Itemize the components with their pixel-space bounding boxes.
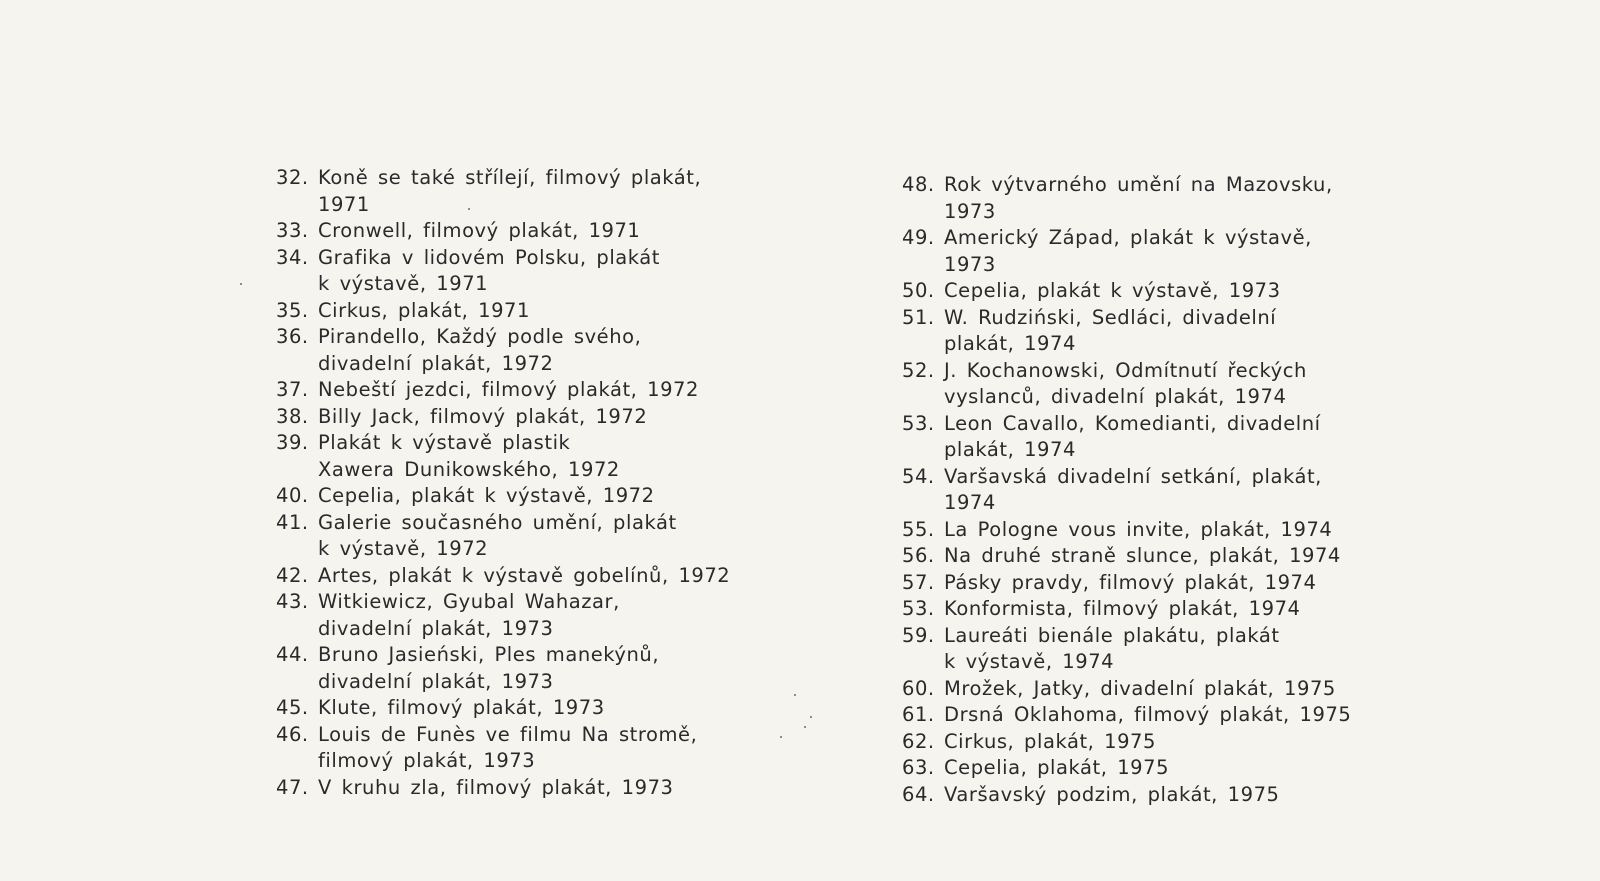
entry-number: 52. <box>902 358 935 382</box>
catalog-entry <box>276 404 746 431</box>
entry-text-line: 1974 <box>944 491 996 514</box>
catalog-entry <box>902 623 1402 676</box>
entry-text-line: Pásky pravdy, filmový plakát, 1974 <box>944 570 1317 594</box>
entry-number: 64. <box>902 782 935 806</box>
entry-text-line: Cepelia, plakát, 1975 <box>944 756 1170 779</box>
left-column-list <box>276 165 746 801</box>
entry-text-line: Pirandello, Každý podle svého, <box>318 325 642 348</box>
entry-number: 44. <box>276 643 309 666</box>
entry-number: 35. <box>276 298 309 322</box>
catalog-entry <box>902 358 1402 411</box>
catalog-entry <box>276 510 746 563</box>
catalog-entry <box>276 695 746 722</box>
catalog-entry <box>276 377 746 404</box>
entry-text-line: Plakát k výstavě plastik <box>318 431 571 454</box>
catalog-entry <box>902 702 1402 729</box>
entry-text-line: Galerie současného umění, plakát <box>318 510 677 534</box>
entry-number: 63. <box>902 756 935 779</box>
catalog-entry <box>276 218 746 245</box>
entry-text-line: Konformista, filmový plakát, 1974 <box>944 597 1301 620</box>
right-column-list <box>902 172 1402 808</box>
entry-text-line: Klute, filmový plakát, 1973 <box>318 696 605 719</box>
entry-text-line: Nebeští jezdci, filmový plakát, 1972 <box>318 378 699 401</box>
entry-number: 48. <box>902 173 935 196</box>
entry-number: 46. <box>276 722 309 746</box>
entry-text-line: vyslanců, divadelní plakát, 1974 <box>944 385 1287 408</box>
entry-number: 50. <box>902 279 935 302</box>
entry-text-line: filmový plakát, 1973 <box>318 749 536 772</box>
entry-number: 32. <box>276 166 309 189</box>
paper-speck <box>804 726 806 728</box>
catalog-entry <box>902 225 1402 278</box>
entry-number: 47. <box>276 775 309 799</box>
entry-number: 53. <box>902 597 935 620</box>
catalog-entry <box>276 563 746 590</box>
entry-text-line: Na druhé straně slunce, plakát, 1974 <box>944 544 1341 567</box>
catalog-entry <box>276 589 746 642</box>
paper-speck <box>794 694 796 696</box>
catalog-entry <box>902 570 1402 597</box>
catalog-entry <box>902 305 1402 358</box>
catalog-entry <box>276 642 746 695</box>
entry-text-line: Drsná Oklahoma, filmový plakát, 1975 <box>944 703 1352 726</box>
catalog-entry <box>902 755 1402 782</box>
entry-text-line: divadelní plakát, 1972 <box>318 351 554 375</box>
entry-text-line: Billy Jack, filmový plakát, 1972 <box>318 404 648 428</box>
entry-text-line: divadelní plakát, 1973 <box>318 669 554 693</box>
entry-text-line: Leon Cavallo, Komedianti, divadelní <box>944 411 1321 435</box>
catalog-entry <box>276 324 746 377</box>
entry-text-line: 1971 <box>318 192 370 216</box>
entry-text-line: Cirkus, plakát, 1971 <box>318 298 530 322</box>
entry-text-line: k výstavě, 1974 <box>944 650 1115 673</box>
paper-speck <box>240 283 242 285</box>
entry-number: 38. <box>276 404 309 428</box>
entry-text-line: k výstavě, 1971 <box>318 272 489 295</box>
entry-number: 39. <box>276 431 309 454</box>
catalog-entry <box>276 483 746 510</box>
entry-text-line: J. Kochanowski, Odmítnutí řeckých <box>944 358 1307 382</box>
entry-text-line: 1973 <box>944 252 996 276</box>
entry-number: 53. <box>902 411 935 435</box>
catalog-entry <box>902 543 1402 570</box>
entry-text-line: Mrožek, Jatky, divadelní plakát, 1975 <box>944 676 1336 700</box>
paper-speck <box>810 716 812 718</box>
entry-number: 42. <box>276 563 309 587</box>
entry-number: 41. <box>276 510 309 534</box>
entry-number: 45. <box>276 696 309 719</box>
catalog-entry <box>902 782 1402 809</box>
entry-text-line: plakát, 1974 <box>944 438 1076 461</box>
entry-number: 55. <box>902 517 935 541</box>
catalog-entry <box>902 464 1402 517</box>
entry-text-line: V kruhu zla, filmový plakát, 1973 <box>318 775 674 799</box>
catalog-entry <box>902 278 1402 305</box>
entry-number: 49. <box>902 226 935 249</box>
entry-text-line: Koně se také střílejí, filmový plakát, <box>318 166 702 189</box>
entry-text-line: Louis de Funès ve filmu Na stromě, <box>318 722 698 746</box>
entry-text-line: La Pologne vous invite, plakát, 1974 <box>944 517 1333 541</box>
entry-text-line: Varšavský podzim, plakát, 1975 <box>944 782 1280 806</box>
entry-text-line: divadelní plakát, 1973 <box>318 616 554 640</box>
entry-number: 40. <box>276 484 309 507</box>
entry-text-line: Cepelia, plakát k výstavě, 1972 <box>318 484 655 507</box>
entry-text-line: Laureáti bienále plakátu, plakát <box>944 623 1280 647</box>
entry-text-line: Cepelia, plakát k výstavě, 1973 <box>944 279 1281 302</box>
paper-speck <box>468 208 470 210</box>
entry-number: 60. <box>902 676 935 700</box>
entry-number: 36. <box>276 325 309 348</box>
catalog-entry <box>902 729 1402 756</box>
entry-text-line: Americký Západ, plakát k výstavě, <box>944 226 1312 249</box>
entry-number: 33. <box>276 219 309 242</box>
entry-text-line: Grafika v lidovém Polsku, plakát <box>318 245 660 269</box>
catalog-entry <box>276 775 746 802</box>
entry-text-line: Artes, plakát k výstavě gobelínů, 1972 <box>318 563 731 587</box>
entry-number: 34. <box>276 245 309 269</box>
entry-number: 56. <box>902 544 935 567</box>
entry-text-line: k výstavě, 1972 <box>318 537 489 560</box>
catalog-entry <box>276 165 746 218</box>
entry-text-line: Varšavská divadelní setkání, plakát, <box>944 464 1322 488</box>
entry-text-line: W. Rudziński, Sedláci, divadelní <box>944 305 1277 329</box>
entry-text-line: Cronwell, filmový plakát, 1971 <box>318 219 641 242</box>
entry-number: 61. <box>902 703 935 726</box>
catalog-entry <box>902 676 1402 703</box>
entry-number: 57. <box>902 570 935 594</box>
entry-text-line: Witkiewicz, Gyubal Wahazar, <box>318 590 620 613</box>
entry-number: 62. <box>902 729 935 753</box>
entry-number: 43. <box>276 590 309 613</box>
entry-text-line: Cirkus, plakát, 1975 <box>944 729 1156 753</box>
entry-number: 51. <box>902 305 935 329</box>
entry-text-line: Bruno Jasieński, Ples manekýnů, <box>318 643 660 666</box>
entry-number: 59. <box>902 623 935 647</box>
entry-text-line: 1973 <box>944 199 996 223</box>
catalog-entry <box>902 596 1402 623</box>
catalog-entry <box>276 298 746 325</box>
entry-number: 54. <box>902 464 935 488</box>
catalog-entry <box>276 245 746 298</box>
catalog-entry <box>902 517 1402 544</box>
entry-text-line: Xawera Dunikowského, 1972 <box>318 457 620 481</box>
catalog-entry <box>902 172 1402 225</box>
catalog-entry <box>276 722 746 775</box>
entry-text-line: plakát, 1974 <box>944 332 1076 355</box>
entry-text-line: Rok výtvarného umění na Mazovsku, <box>944 173 1333 196</box>
catalog-entry <box>902 411 1402 464</box>
entry-number: 37. <box>276 378 309 401</box>
catalog-entry <box>276 430 746 483</box>
paper-speck <box>780 736 782 738</box>
